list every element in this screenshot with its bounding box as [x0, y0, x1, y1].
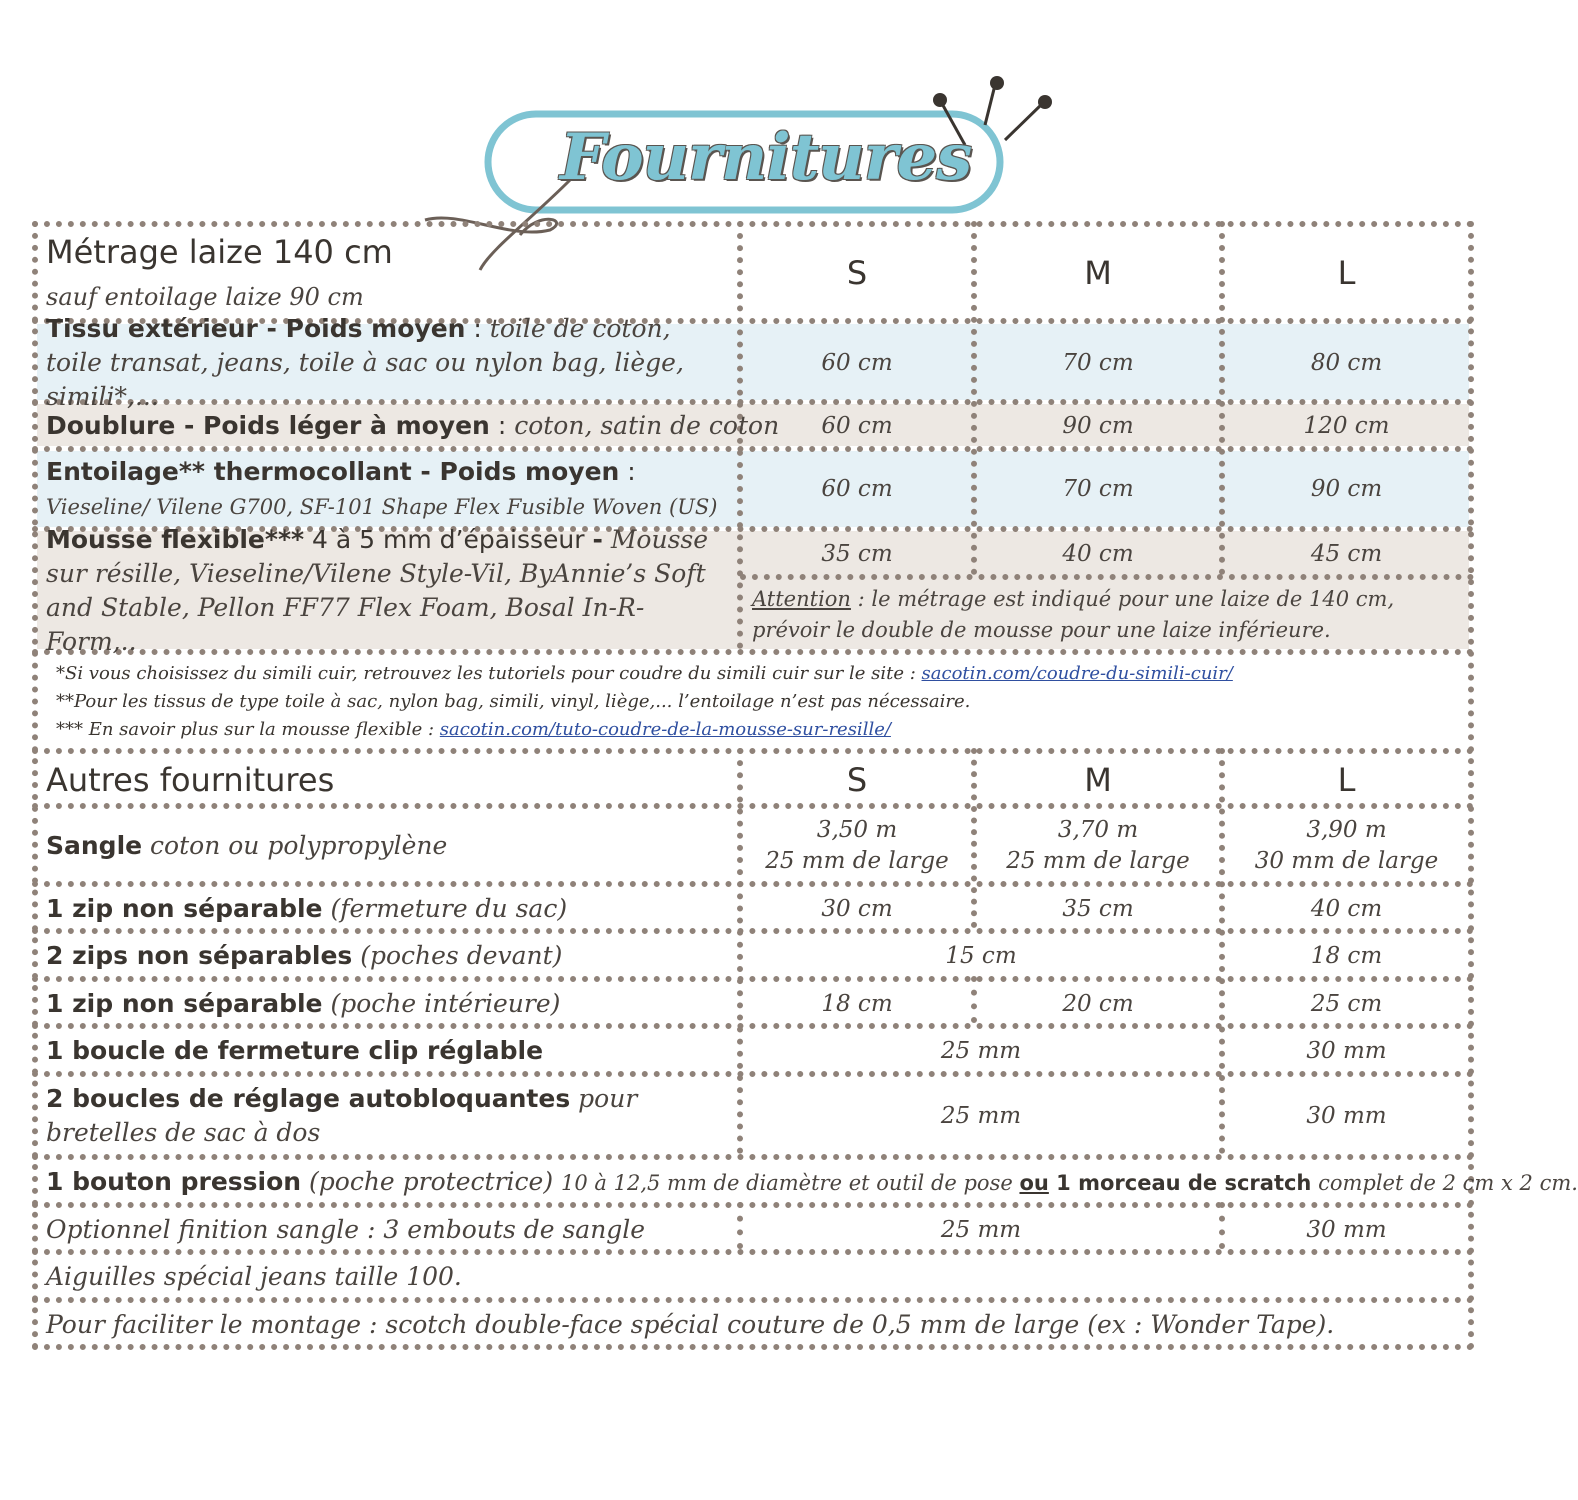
- montage-text: Pour faciliter le montage : scotch double-face spécial couture de 0,5 mm de large (ex : Wonder Tape).: [46, 1310, 1335, 1339]
- aiguilles-label: [34, 1256, 1468, 1298]
- doublure-bold: Doublure - Poids léger à moyen: [46, 411, 490, 440]
- mousse-m: 40 cm: [1062, 540, 1134, 567]
- zip2-bold: 2 zips non séparables: [46, 941, 353, 970]
- sangle-italic: coton ou polypropylène: [142, 831, 448, 860]
- boucle1-bold: 1 boucle de fermeture clip réglable: [46, 1036, 544, 1065]
- mousse-italic: Mousse sur résille, Vieseline/Vilene Style-Vil, ByAnnie’s Soft and Stable, Pellon FF77 Flex Foam, Bosal In-R-Form,..: [46, 525, 709, 656]
- mousse-dash: -: [592, 525, 603, 554]
- grid-line: [32, 748, 1474, 754]
- doublure-s: 60 cm: [821, 412, 893, 439]
- grid-line: [32, 803, 1474, 809]
- zip1-italic: (fermeture du sac): [322, 894, 568, 923]
- note-entoilage: [56, 691, 970, 712]
- bouton-label: [34, 1161, 1578, 1203]
- zip3-bold: 1 zip non séparable: [46, 989, 323, 1018]
- fabric-row-entoilage-label: [34, 452, 734, 526]
- zip1-label: [34, 888, 734, 930]
- fabric-header-title: [46, 232, 476, 272]
- zip3-italic: (poche intérieure): [322, 989, 561, 1018]
- zip1-m: 35 cm: [1062, 895, 1134, 922]
- attention-note: [740, 581, 1465, 649]
- boucle1-label: [34, 1030, 734, 1072]
- zip3-m: 20 cm: [1062, 990, 1134, 1017]
- entoilage-m: 70 cm: [1062, 475, 1134, 502]
- zip2-l: 18 cm: [1310, 942, 1383, 969]
- tissu-italic: toile de coton, toile transat, jeans, toile à sac ou nylon bag, liège, simili*,...: [46, 314, 684, 411]
- boucle1-sm: 25 mm: [940, 1037, 1022, 1064]
- scratch-bold: 1 morceau de scratch: [1048, 1170, 1312, 1195]
- other-header-title-text: Autres fournitures: [46, 761, 335, 799]
- bouton-text: 10 à 12,5 mm de diamètre et outil de pose: [561, 1170, 1020, 1195]
- other-header-title: [46, 757, 726, 803]
- sangle-l-length: 3,90 m: [1306, 817, 1387, 843]
- montage-label: [34, 1304, 1468, 1346]
- link-simili[interactable]: sacotin.com/coudre-du-simili-cuir/: [921, 663, 1233, 684]
- boucle2-sm: 25 mm: [940, 1102, 1022, 1129]
- other-size-s: S: [846, 761, 868, 799]
- other-size-m: M: [1084, 761, 1112, 799]
- bouton-ou: ou: [1019, 1170, 1049, 1195]
- zip3-label: [34, 983, 734, 1025]
- aiguilles-text: Aiguilles spécial jeans taille 100.: [46, 1262, 462, 1291]
- boucle1-l: 30 mm: [1306, 1037, 1387, 1064]
- grid-line: [32, 221, 1474, 227]
- embouts-label: [34, 1209, 734, 1251]
- doublure-l: 120 cm: [1303, 412, 1390, 439]
- tissu-l: 80 cm: [1310, 349, 1383, 376]
- note-entoilage-text: **Pour les tissus de type toile à sac, nylon bag, simili, vinyl, liège,... l’entoilage n’est pas nécessaire.: [56, 691, 971, 712]
- note-mousse-text: *** En savoir plus sur la mousse flexible :: [56, 719, 440, 740]
- zip2-label: [34, 935, 734, 977]
- zip2-italic: (poches devant): [352, 941, 563, 970]
- note-mousse: [56, 719, 891, 740]
- note-simili-text: *Si vous choisissez du simili cuir, retrouvez les tutoriels pour coudre du simili cuir sur le site :: [56, 663, 922, 684]
- fabric-size-s: S: [846, 254, 868, 292]
- tissu-s: 60 cm: [821, 349, 893, 376]
- fabric-row-mousse-label: [34, 525, 734, 656]
- link-mousse[interactable]: sacotin.com/tuto-coudre-de-la-mousse-sur-resille/: [439, 719, 891, 740]
- mousse-s: 35 cm: [821, 540, 893, 567]
- sangle-m-length: 3,70 m: [1057, 817, 1139, 843]
- entoilage-s: 60 cm: [821, 475, 893, 502]
- tissu-m: 70 cm: [1062, 349, 1134, 376]
- sangle-m: [977, 810, 1219, 882]
- embouts-l: 30 mm: [1306, 1216, 1387, 1243]
- scratch-text: complet de 2 cm x 2 cm.: [1311, 1170, 1578, 1195]
- attention-text: : le métrage est indiqué pour une laize de 140 cm, prévoir le double de mousse pour une laize inférieure.: [752, 587, 1395, 642]
- sangle-s-width: 25 mm de large: [765, 848, 949, 874]
- zip1-bold: 1 zip non séparable: [46, 894, 323, 923]
- zip2-sm: 15 cm: [945, 942, 1017, 969]
- sangle-l: [1225, 810, 1468, 882]
- boucle2-l: 30 mm: [1306, 1102, 1387, 1129]
- embouts-sm: 25 mm: [940, 1216, 1022, 1243]
- embouts-italic: Optionnel finition sangle : 3 embouts de sangle: [46, 1215, 646, 1244]
- boucle2-italic: pour bretelles de sac à dos: [46, 1084, 638, 1147]
- sangle-label: [34, 810, 734, 882]
- fabric-row-tissu-label: [34, 314, 734, 411]
- sangle-m-width: 25 mm de large: [1006, 848, 1190, 874]
- entoilage-l: 90 cm: [1310, 475, 1383, 502]
- attention-word: Attention: [752, 587, 851, 611]
- boucle2-bold: 2 boucles de réglage autobloquantes: [46, 1084, 571, 1113]
- sangle-l-width: 30 mm de large: [1254, 848, 1439, 874]
- sangle-s: [743, 810, 971, 882]
- entoilage-sep: :: [619, 456, 636, 486]
- zip3-l: 25 cm: [1310, 990, 1383, 1017]
- fabric-header-title-text: Métrage laize 140 cm: [46, 233, 393, 271]
- mousse-bold: Mousse flexible***: [46, 525, 305, 554]
- sangle-bold: Sangle: [46, 831, 143, 860]
- entoilage-italic: Vieseline/ Vilene G700, SF-101 Shape Flex Fusible Woven (US): [46, 494, 718, 519]
- entoilage-bold: Entoilage** thermocollant - Poids moyen: [46, 456, 620, 486]
- doublure-sep: :: [489, 411, 515, 440]
- note-simili: [56, 663, 1233, 684]
- doublure-italic: coton, satin de coton: [514, 411, 780, 440]
- sangle-s-length: 3,50 m: [816, 817, 898, 843]
- tissu-bold: Tissu extérieur - Poids moyen: [46, 314, 466, 343]
- fabric-row-doublure-label: [34, 405, 780, 447]
- zip3-s: 18 cm: [821, 990, 893, 1017]
- zip1-s: 30 cm: [821, 895, 893, 922]
- other-size-l: L: [1337, 761, 1356, 799]
- grid-line: [32, 1154, 1474, 1160]
- boucle2-label: [34, 1078, 734, 1154]
- mousse-l: 45 cm: [1310, 540, 1383, 567]
- fabric-size-m: M: [1084, 254, 1112, 292]
- bouton-italic: (poche protectrice): [301, 1166, 562, 1196]
- fabric-header-sub-text: sauf entoilage laize 90 cm: [46, 283, 364, 311]
- tissu-sep: :: [465, 314, 490, 343]
- bouton-bold: 1 bouton pression: [46, 1166, 302, 1196]
- mousse-mid: 4 à 5 mm d’épaisseur: [304, 525, 593, 554]
- page-title: Fournitures: [560, 120, 972, 195]
- doublure-m: 90 cm: [1062, 412, 1134, 439]
- fabric-size-l: L: [1337, 254, 1356, 292]
- fabric-header-sub: [46, 280, 546, 314]
- zip1-l: 40 cm: [1310, 895, 1383, 922]
